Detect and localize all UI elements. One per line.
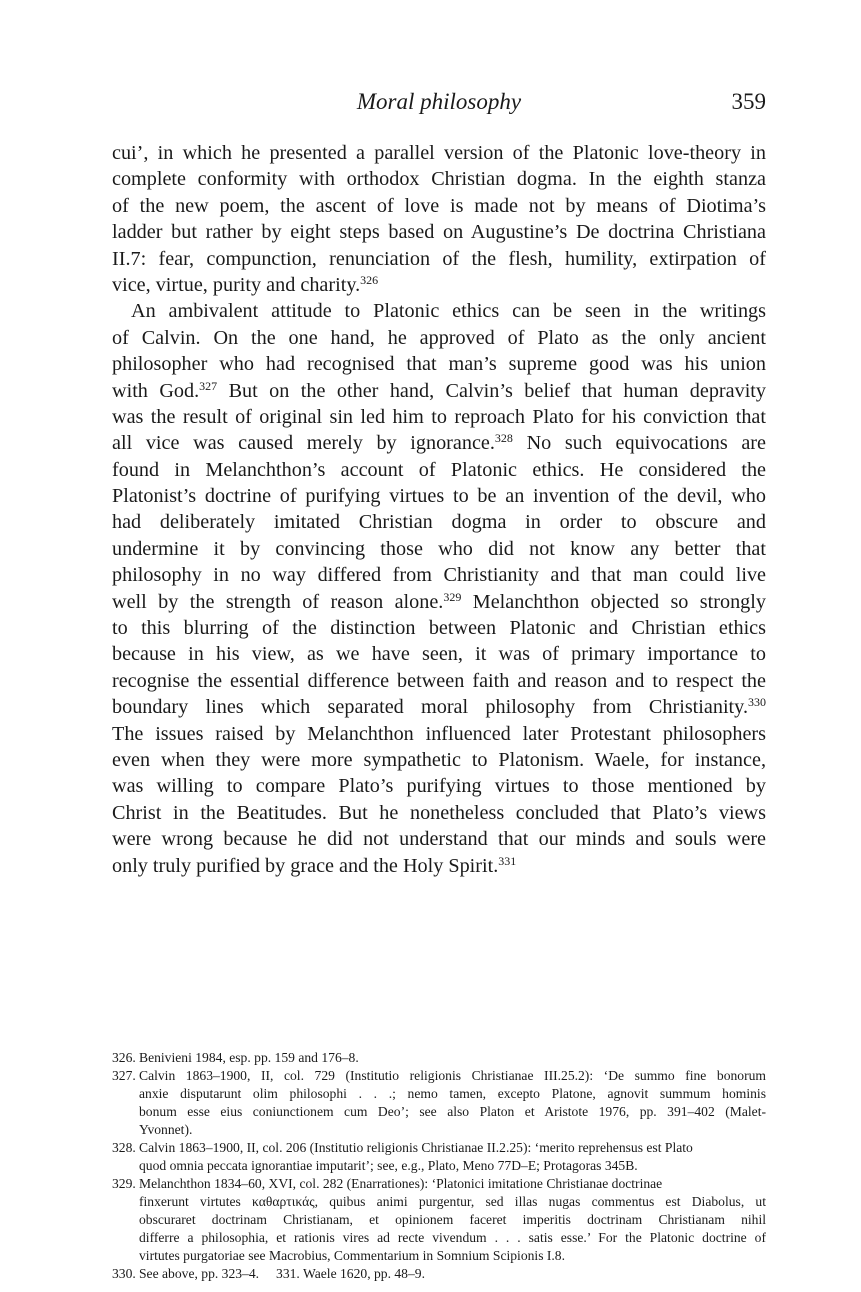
footnote-line: virtutes purgatoriae see Macrobius, Commentarium in Somnium Scipionis I.8. (139, 1248, 566, 1263)
running-title: Moral philosophy (356, 89, 522, 114)
footnote-line: bonum esse eius coniunctionem cum Deo’; see also Platon et Aristote 1976, pp. 391–402 (Malet- (139, 1104, 766, 1119)
text-line: was the result of original sin led him to reproach Plato for his conviction that (112, 405, 766, 428)
text-line: were wrong because he did not understand that our minds and souls were (112, 828, 766, 851)
text-line: II.7: fear, compunction, renunciation of the flesh, humility, extirpation of (112, 247, 766, 270)
footnote-328: 328. Calvin 1863–1900, II, col. 206 (Institutio religionis Christianae II.2.25): ‘merito reprehensus est Plato (112, 1140, 693, 1155)
footnote-reference: 330 (748, 695, 766, 710)
text-line: boundary lines which separated moral philosophy from Christianity.$^{330}$ (112, 695, 766, 719)
footnote-329: 329. Melanchthon 1834–60, XVI, col. 282 (Enarrationes): ‘Platonici imitatione Christianae doctrinae (112, 1176, 663, 1191)
text-line: recognise the essential difference between faith and reason and to respect the (112, 669, 766, 692)
text-line: The issues raised by Melanchthon influenced later Protestant philosophers (112, 722, 766, 745)
footnote-line: anxie disputarunt olim philosophi . . .; nemo tamen, excepto Platone, agnovit summum hominis (139, 1086, 766, 1101)
text-line: cui’, in which he presented a parallel version of the Platonic love-theory in (112, 142, 766, 164)
text-line: well by the strength of reason alone.$^{329}$ Melanchthon objected so strongly (112, 589, 766, 613)
text-line: because in his view, as we have seen, it was of primary importance to (112, 643, 766, 666)
text-line: vice, virtue, purity and charity.$^{326}$ (112, 272, 379, 296)
page-number: 359 (731, 89, 766, 114)
text-line: only truly purified by grace and the Holy Spirit.$^{331}$ (112, 853, 517, 877)
text-line: of Calvin. On the one hand, he approved of Plato as the only ancient (112, 326, 766, 349)
footnote-line: quod omnia peccata ignorantiae imputarit’; see, e.g., Plato, Meno 77D–E; Protagoras 345B. (139, 1158, 638, 1173)
text-line: all vice was caused merely by ignorance.$^{328}$ No such equivocations are (112, 431, 766, 455)
text-line: An ambivalent attitude to Platonic ethics can be seen in the writings (131, 300, 766, 323)
text-line: complete conformity with orthodox Christian dogma. In the eighth stanza (112, 168, 766, 191)
footnote-line: differre a philosophia, et rationis vires ad recte vivendum . . . satis esse.’ For the Platonic doctrine of (139, 1230, 766, 1245)
footnote-327: 327. Calvin 1863–1900, II, col. 729 (Institutio religionis Christianae III.25.2): ‘De summo fine bonorum (112, 1068, 766, 1083)
footnote-330-331: 330. See above, pp. 323–4. 331. Waele 1620, pp. 48–9. (112, 1266, 425, 1281)
footnote-reference: 331 (498, 853, 517, 868)
text-line: had deliberately imitated Christian dogma in order to obscure and (112, 511, 766, 534)
footnote-reference: 326 (360, 272, 379, 287)
text-line: ladder but rather by eight steps based on Augustine’s De doctrina Christiana (112, 221, 766, 244)
text-line: was willing to compare Plato’s purifying virtues to those mentioned by (112, 775, 766, 798)
footnotes (112, 1049, 766, 1283)
running-head (112, 86, 766, 118)
text-line: philosopher who had recognised that man’s supreme good was his union (112, 353, 766, 376)
text-line: philosophy in no way differed from Christianity and that man could live (112, 564, 766, 587)
footnote-reference: 328 (494, 431, 513, 446)
text-line: with God.$^{327}$ But on the other hand, Calvin’s belief that human depravity (112, 378, 766, 402)
main-text (112, 140, 766, 879)
footnote-reference: 329 (443, 589, 462, 604)
text-line: of the new poem, the ascent of love is made not by means of Diotima’s (112, 194, 766, 217)
text-line: to this blurring of the distinction between Platonic and Christian ethics (112, 617, 766, 640)
footnote-reference: 327 (199, 378, 218, 393)
footnote-326: 326. Benivieni 1984, esp. pp. 159 and 176–8. (112, 1050, 359, 1065)
text-line: found in Melanchthon’s account of Platonic ethics. He considered the (112, 458, 766, 481)
footnote-line: Yvonnet). (139, 1122, 193, 1137)
text-line: undermine it by convincing those who did not know any better that (112, 537, 766, 560)
text-line: Platonist’s doctrine of purifying virtues to be an invention of the devil, who (112, 485, 766, 508)
footnote-line: finxerunt virtutes καθαρτικάς, quibus animi purgentur, sed illas nugas commentus est Diabolus, ut (139, 1194, 766, 1209)
text-line: even when they were more sympathetic to Platonism. Waele, for instance, (112, 748, 766, 771)
footnote-line: obscuraret doctrinam Christianam, et opinionem faceret imperitis doctrinam Christianam nihil (139, 1212, 766, 1227)
text-line: Christ in the Beatitudes. But he nonetheless concluded that Plato’s views (112, 801, 766, 824)
